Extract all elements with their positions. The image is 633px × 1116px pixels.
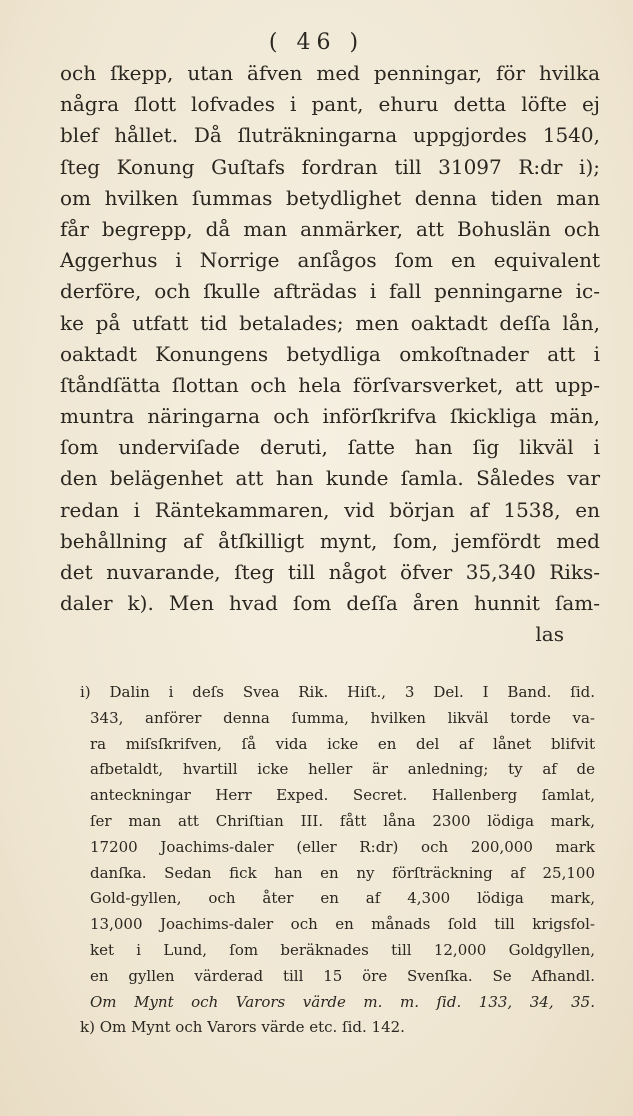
- body-line: det nuvarande, ſteg till något öfver 35,340 Riks-: [60, 560, 600, 584]
- body-line: redan i Räntekammaren, vid början af 1538, en: [60, 497, 600, 522]
- footnote-line: 13,000 Joachims-daler och en månads ſold till krigsfol-: [90, 915, 595, 934]
- body-line: ſom underviſade deruti, ſatte han ſig likväl i: [60, 435, 600, 460]
- footnote-line: k) Om Mynt och Varors värde etc. ſid. 142.: [80, 1018, 405, 1037]
- footnote-line: ket i Lund, ſom beräknades till 12,000 Goldgyllen,: [90, 940, 595, 959]
- body-line: ke på utfatt tid betalades; men oaktadt deſſa lån,: [60, 310, 600, 335]
- body-line: derföre, och ſkulle afträdas i fall penningarne ic-: [60, 279, 600, 304]
- footnote-line: 343, anförer denna ſumma, hvilken likväl torde va-: [90, 708, 595, 727]
- catchword: las: [535, 622, 564, 647]
- body-line: den belägenhet att han kunde ſamla. Således var: [60, 466, 600, 491]
- footnote-line: anteckningar Herr Exped. Secret. Hallenberg ſamlat,: [90, 786, 595, 805]
- body-line: muntra näringarna och införſkrifva ſkickliga män,: [60, 404, 600, 429]
- body-line: får begrepp, då man anmärker, att Bohuslän och: [60, 216, 600, 241]
- body-line: blef hållet. Då ſluträkningarna uppgjordes 1540,: [60, 123, 600, 148]
- footnote-line: afbetaldt, hvartill icke heller är anledning; ty af de: [90, 760, 595, 779]
- body-line: Aggerhus i Norrige anſågos ſom en equivalent: [60, 248, 600, 273]
- footnote-line: Gold-gyllen, och åter en af 4,300 lödiga mark,: [90, 889, 595, 908]
- footnote-line: 17200 Joachims-daler (eller R:dr) och 200,000 mark: [90, 837, 595, 856]
- body-line: några ſlott lofvades i pant, ehuru detta löfte ej: [60, 92, 600, 117]
- footnote-line: ſer man att Chriſtian III. fått låna 2300 lödiga mark,: [90, 811, 595, 830]
- footnote-line: en gyllen värderad till 15 öre Svenſka. Se Afhandl.: [90, 966, 595, 985]
- footnote-line: ra miſsſkrifven, ſå vida icke en del af lånet blifvit: [90, 734, 595, 753]
- body-line: om hvilken ſummas betydlighet denna tiden man: [60, 185, 600, 210]
- body-line: oaktadt Konungens betydliga omkoſtnader att i: [60, 341, 600, 366]
- body-line: ſtåndſätta ſlottan och hela förſvarsverket, att upp-: [60, 372, 600, 397]
- footnote-line: i) Dalin i deſs Svea Rik. Hiſt., 3 Del. I Band. ſid.: [80, 683, 595, 701]
- body-line: behållning af åtſkilligt mynt, ſom, jemfördt med: [60, 528, 600, 553]
- page-number: ( 46 ): [268, 30, 365, 55]
- footnotes: [80, 680, 595, 1041]
- body-line: och ſkepp, utan äfven med penningar, för hvilka: [60, 61, 600, 85]
- footnote-line: Om Mynt och Varors värde m. m. ſid. 133, 34, 35.: [90, 992, 595, 1011]
- footnote-line: danſka. Sedan fick han en ny förſträckning af 25,100: [90, 863, 595, 882]
- body-text: [60, 58, 600, 651]
- body-line: ſteg Konung Guſtafs fordran till 31097 R:dr i);: [60, 154, 600, 179]
- body-line: daler k). Men hvad ſom deſſa åren hunnit ſam-: [60, 591, 600, 616]
